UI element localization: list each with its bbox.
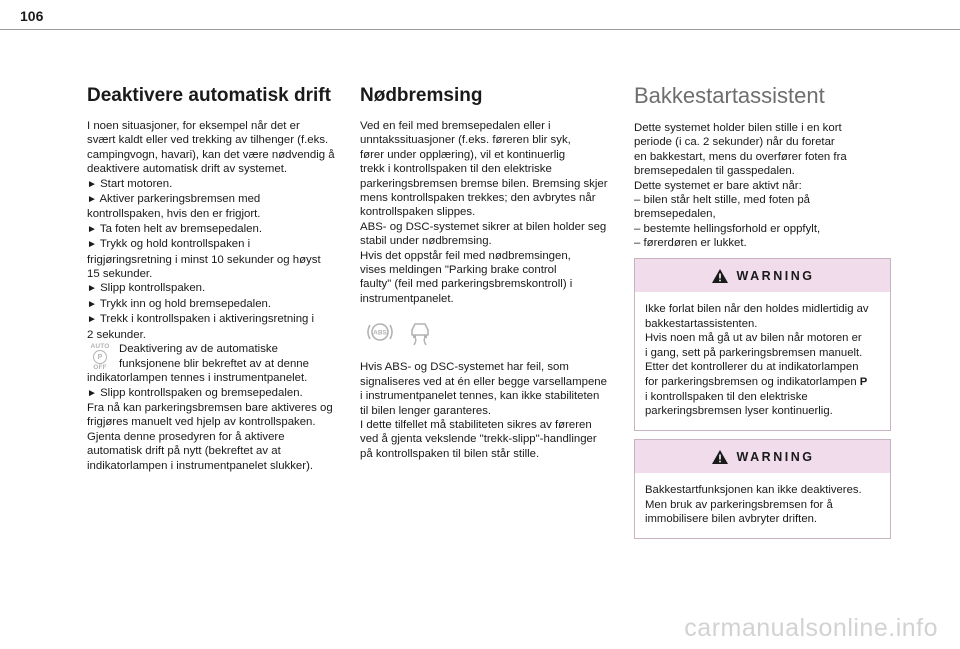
warning-box-2 <box>634 439 891 539</box>
list-item <box>87 192 345 222</box>
warning-triangle-icon <box>711 449 729 465</box>
list-item <box>87 177 345 192</box>
warning-header-1 <box>635 259 890 292</box>
triangle-bullet-icon: ► <box>87 178 97 190</box>
abs-icon-label: ABS <box>373 329 387 337</box>
warning-lamps-icons <box>366 320 620 346</box>
warning-text-1 <box>635 292 890 430</box>
list-item <box>87 297 345 312</box>
page-number: 106 <box>20 8 44 24</box>
step-text: Trekk i kontrollspaken i aktiveringsretning i 2 sekunder. <box>87 313 315 341</box>
step-text: Slipp kontrollspaken. <box>100 282 206 295</box>
list-item <box>87 237 345 281</box>
section-title-hill-start: Bakkestartassistent <box>634 83 825 108</box>
emergency-body-1: Ved en feil med bremsepedalen eller i unntakssituasjoner (f.eks. føreren blir syk, fører under opplæring), vil et kontinuerlig trekk i kontrollspaken til den elektriske parkeringsbremsen bremse bilen. Bremsing skjer mens kontrollspaken trekkes; den avbrytes når kontrollspaken slippes. ABS- og DSC-systemet sikrer at bilen holder seg stabil under nødbremsing. Hvis det oppstår feil med nødbremsingen, vises meldingen "Parking brake control faulty" (feil med parkeringsbremskontroll) i instrumentpanelet. <box>360 120 608 305</box>
auto-off-text-b: indikatorlampen tennes i instrumentpanelet. <box>87 372 308 385</box>
column-deactivate-auto <box>87 84 345 473</box>
auto-off-icon <box>87 343 113 371</box>
warning-box-1 <box>634 258 891 431</box>
auto-off-text-a: Deaktivering av de automatiske funksjonene blir bekreftet av at denne <box>119 343 309 370</box>
warning-triangle-icon <box>711 268 729 284</box>
warning-header-2 <box>635 440 890 473</box>
warning-text-1-bold: P <box>859 375 868 388</box>
abs-warning-icon <box>366 320 394 344</box>
hill-start-body: Dette systemet holder bilen stille i en kort periode (i ca. 2 sekunder) når du foretar en bakkestart, mens du overfører foten fra bremsepedalen til gasspedalen. Dette systemet er bare aktivt når: – bilen står helt stille, med foten på bremsepedalen, – bestemte hellingsforhold er oppfylt, – førerdøren er lukket. <box>634 122 847 250</box>
triangle-bullet-icon: ► <box>87 387 97 399</box>
list-item <box>87 281 345 296</box>
auto-icon-bottom-text: OFF <box>93 364 107 372</box>
step-text: Trykk og hold kontrollspaken i frigjøringsretning i minst 10 sekunder og høyst 15 sekunder. <box>87 238 321 281</box>
step-text: Aktiver parkeringsbremsen med kontrollspaken, hvis den er frigjort. <box>87 193 261 221</box>
column-emergency-braking <box>360 84 620 461</box>
steps-list <box>87 177 345 342</box>
list-item <box>87 312 345 342</box>
watermark: carmanualsonline.info <box>684 614 938 642</box>
step-text: Start motoren. <box>100 177 173 190</box>
column-hill-start <box>634 84 892 251</box>
header-divider <box>0 29 960 30</box>
p-circle-icon: P <box>93 350 107 364</box>
section-title-deactivate: Deaktivere automatisk drift <box>87 85 331 106</box>
step-last-text: Slipp kontrollspaken og bremsepedalen. <box>100 386 303 399</box>
triangle-bullet-icon: ► <box>87 314 97 326</box>
outro-paragraph: Fra nå kan parkeringsbremsen bare aktiveres og frigjøres manuelt ved hjelp av kontrollspaken. Gjenta denne prosedyren for å aktivere automatisk drift på nytt (bekreftet av at indikatorlampen i instrumentpanelet slukker). <box>87 401 333 472</box>
triangle-bullet-icon: ► <box>87 239 97 251</box>
auto-off-note <box>87 342 345 371</box>
section-title-emergency: Nødbremsing <box>360 85 483 106</box>
intro-paragraph: I noen situasjoner, for eksempel når det er svært kaldt eller ved trekking av tilhenger (f.eks. campingvogn, havari), kan det være nødvendig å deaktivere automatisk drift av systemet. <box>87 120 335 176</box>
step-last <box>87 386 345 401</box>
auto-icon-top-text: AUTO <box>90 343 110 351</box>
warning-text-1a: Ikke forlat bilen når den holdes midlertidig av bakkestartassistenten. Hvis noen må gå ut av bilen når motoren er i gang, sett på parkeringsbremsen manuelt. Etter det kontrollerer du at indikatorlampen for parkeringsbremsen og indikatorlampen <box>645 303 869 388</box>
warning-text-1b: i kontrollspaken til den elektriske parkeringsbremsen lyser kontinuerlig. <box>645 390 833 418</box>
triangle-bullet-icon: ► <box>87 283 97 295</box>
triangle-bullet-icon: ► <box>87 223 97 235</box>
step-text: Trykk inn og hold bremsepedalen. <box>99 297 272 310</box>
step-text: Ta foten helt av bremsepedalen. <box>99 222 262 235</box>
list-item <box>87 222 345 237</box>
triangle-bullet-icon: ► <box>87 194 97 206</box>
warning-label-1: WARNING <box>736 268 815 283</box>
dsc-stability-icon <box>406 320 434 346</box>
warning-text-2: Bakkestartfunksjonen kan ikke deaktiveres. Men bruk av parkeringsbremsen for å immobilisere bilen avbryter driften. <box>645 484 862 526</box>
warning-label-2: WARNING <box>736 449 815 464</box>
triangle-bullet-icon: ► <box>87 298 97 310</box>
emergency-body-2: Hvis ABS- og DSC-systemet har feil, som signaliseres ved at én eller begge varsellampene i instrumentpanelet tennes, kan ikke stabiliteten til bilen lenger garanteres. I dette tilfellet må stabiliteten sikres av føreren ved å gjenta vekslende "trekk-slipp"-handlinger på kontrollspaken til bilen står stille. <box>360 361 607 460</box>
